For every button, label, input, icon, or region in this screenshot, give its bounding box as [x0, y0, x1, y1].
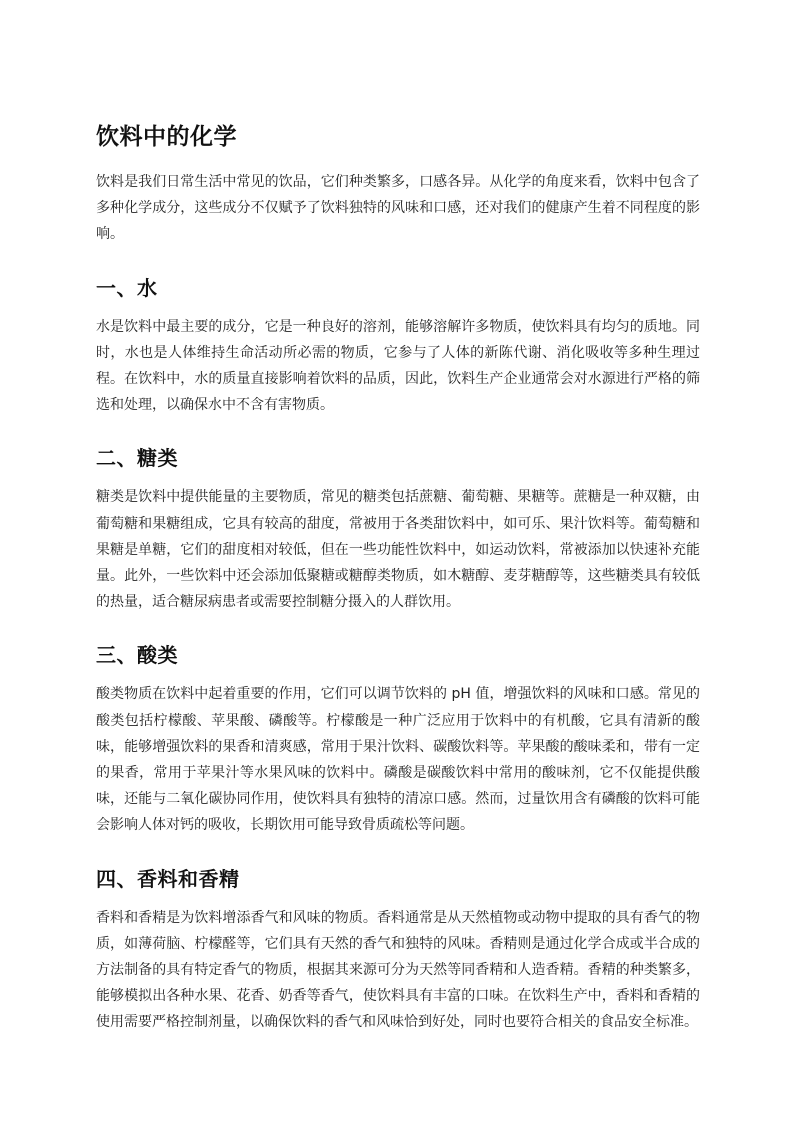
document-content — [96, 119, 700, 1060]
section-paragraph: 水是饮料中最主要的成分，它是一种良好的溶剂，能够溶解许多物质，使饮料具有均匀的质地。同时，水也是人体维持生命活动所必需的物质，它参与了人体的新陈代谢、消化吸收等多种生理过程。在饮料中，水的质量直接影响着饮料的品质，因此，饮料生产企业通常会对水源进行严格的筛选和处理，以确保水中不含有害物质。 — [96, 318, 700, 414]
intro-paragraph: 饮料是我们日常生活中常见的饮品，它们种类繁多，口感各异。从化学的角度来看，饮料中包含了多种化学成分，这些成分不仅赋予了饮料独特的风味和口感，还对我们的健康产生着不同程度的影响。 — [96, 174, 700, 243]
section-heading: 三、酸类 — [96, 643, 178, 668]
section-flavors — [96, 863, 700, 1036]
section-heading: 四、香料和香精 — [96, 866, 240, 891]
document-title: 饮料中的化学 — [96, 124, 237, 150]
section-heading: 二、糖类 — [96, 446, 178, 471]
section-paragraph: 香料和香精是为饮料增添香气和风味的物质。香料通常是从天然植物或动物中提取的具有香气的物质，如薄荷脑、柠檬醛等，它们具有天然的香气和独特的风味。香精则是通过化学合成或半合成的方法制备的具有特定香气的物质，根据其来源可分为天然等同香精和人造香精。香精的种类繁多，能够模拟出各种水果、花香、奶香等香气，使饮料具有丰富的口味。在饮料生产中，香料和香精的使用需要严格控制剂量，以确保饮料的香气和风味恰到好处，同时也要符合相关的食品安全标准。 — [96, 909, 700, 1031]
section-heading: 一、水 — [96, 275, 158, 300]
section-acids — [96, 639, 700, 838]
section-paragraph: 酸类物质在饮料中起着重要的作用，它们可以调节饮料的 pH 值，增强饮料的风味和口感。常见的酸类包括柠檬酸、苹果酸、磷酸等。柠檬酸是一种广泛应用于饮料中的有机酸，它具有清新的酸味，能够增强饮料的果香和清爽感，常用于果汁饮料、碳酸饮料等。苹果酸的酸味柔和，带有一定的果香，常用于苹果汁等水果风味的饮料中。磷酸是碳酸饮料中常用的酸味剂，它不仅能提供酸味，还能与二氧化碳协同作用，使饮料具有独特的清凉口感。然而，过量饮用含有磷酸的饮料可能会影响人体对钙的吸收，长期饮用可能导致骨质疏松等问题。 — [96, 686, 700, 834]
section-water — [96, 272, 700, 419]
section-sugars — [96, 442, 700, 615]
section-paragraph: 糖类是饮料中提供能量的主要物质，常见的糖类包括蔗糖、葡萄糖、果糖等。蔗糖是一种双糖，由葡萄糖和果糖组成，它具有较高的甜度，常被用于各类甜饮料中，如可乐、果汁饮料等。葡萄糖和果糖是单糖，它们的甜度相对较低，但在一些功能性饮料中，如运动饮料，常被添加以快速补充能量。此外，一些饮料中还会添加低聚糖或糖醇类物质，如木糖醇、麦芽糖醇等，这些糖类具有较低的热量，适合糖尿病患者或需要控制糖分摄入的人群饮用。 — [96, 489, 700, 611]
